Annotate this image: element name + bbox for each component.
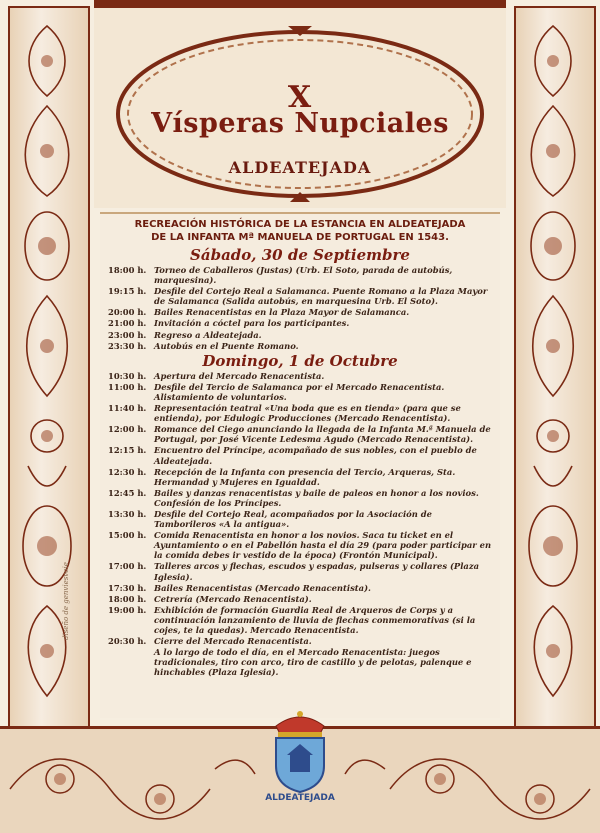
left-ornamental-column bbox=[0, 0, 94, 833]
designer-signature: diseño de genviesvoie bbox=[62, 562, 70, 640]
event-description: Romance del Ciego anunciando la llegada de la Infanta M.ª Manuela de Portugal, por José Vicente Ledesma Agudo (Mercado Renacentista). bbox=[154, 424, 491, 445]
event-row bbox=[108, 561, 494, 581]
event-description: Recepción de la Infanta con presencia del Tercio, Arqueras, Sta. Hermandad y Mujeres en Igualdad. bbox=[154, 466, 456, 487]
left-column-ornament-icon bbox=[8, 6, 86, 726]
day2-title: Domingo, 1 de Octubre bbox=[202, 351, 398, 370]
event-time: 12:15 h. bbox=[108, 445, 147, 456]
event-row bbox=[108, 265, 494, 285]
event-description: Desfile del Tercio de Salamanca por el Mercado Renacentista. Alistamiento de voluntarios. bbox=[154, 381, 445, 402]
event-row bbox=[108, 307, 494, 317]
event-time: 11:00 h. bbox=[108, 381, 147, 392]
event-row bbox=[108, 636, 494, 646]
event-description: Encuentro del Príncipe, acompañado de sus nobles, con el pueblo de Aldeatejada. bbox=[154, 445, 477, 466]
right-ornamental-column bbox=[506, 0, 600, 833]
crest-label: ALDEATEJADA bbox=[265, 793, 335, 803]
right-column-ornament-icon bbox=[514, 6, 592, 726]
event-row bbox=[108, 509, 494, 529]
event-row bbox=[108, 424, 494, 444]
event-time: 13:30 h. bbox=[108, 508, 147, 519]
event-time bbox=[108, 647, 154, 677]
event-time: 20:00 h. bbox=[108, 307, 147, 318]
event-time: 21:00 h. bbox=[108, 318, 147, 329]
day1-events bbox=[100, 265, 500, 351]
intro-line-1: RECREACIÓN HISTÓRICA DE LA ESTANCIA EN ALDEATEJADA bbox=[134, 219, 466, 230]
event-row bbox=[108, 330, 494, 340]
event-row bbox=[108, 403, 494, 423]
event-time: 20:30 h. bbox=[108, 636, 147, 647]
event-description: Torneo de Caballeros (Justas) (Urb. El Soto, parada de autobús, marquesina). bbox=[154, 265, 453, 286]
event-time: 15:00 h. bbox=[108, 530, 147, 541]
event-description: Cierre del Mercado Renacentista. bbox=[154, 636, 312, 647]
edition-number: X bbox=[287, 80, 313, 115]
event-time: 12:45 h. bbox=[108, 487, 147, 498]
event-description: Bailes Renacentistas en la Plaza Mayor de Salamanca. bbox=[154, 307, 410, 318]
event-row bbox=[108, 647, 494, 677]
event-time: 18:00 h. bbox=[108, 593, 147, 604]
event-title: Vísperas Nupciales bbox=[151, 108, 449, 139]
event-description: Bailes y danzas renacentistas y baile de paleos en honor a los novios. Confesión de los Príncipes. bbox=[154, 487, 479, 508]
event-description: Desfile del Cortejo Real a Salamanca. Puente Romano a la Plaza Mayor de Salamanca (Salida autobús, en marquesina Urb. El Soto). bbox=[154, 286, 488, 307]
event-description: A lo largo de todo el día, en el Mercado Renacentista: juegos tradicionales, tiro con arco, tiro de castillo y de pelotas, palenque e hinchables (Plaza Iglesia). bbox=[154, 647, 472, 678]
event-row bbox=[108, 445, 494, 465]
event-description: Exhibición de formación Guardia Real de Arqueros de Corps y a continuación lanzamiento de lluvia de flechas conmemorativas (si la cojes, te la quedas). Mercado Renacentista. bbox=[154, 604, 476, 635]
event-description: Representación teatral «Una boda que es en tienda» (para que se entienda), por Edulogic Producciones (Mercado Renacentista). bbox=[154, 403, 461, 424]
event-row bbox=[108, 530, 494, 560]
event-row bbox=[108, 467, 494, 487]
event-row bbox=[108, 286, 494, 306]
event-description: Bailes Renacentistas (Mercado Renacentista). bbox=[154, 582, 371, 593]
event-time: 12:30 h. bbox=[108, 466, 147, 477]
event-time: 18:00 h. bbox=[108, 265, 147, 275]
event-place: ALDEATEJADA bbox=[228, 158, 372, 177]
event-description: Autobús en el Puente Romano. bbox=[154, 340, 299, 351]
event-time: 19:15 h. bbox=[108, 286, 147, 297]
event-time: 17:00 h. bbox=[108, 561, 147, 572]
day1-title: Sábado, 30 de Septiembre bbox=[190, 246, 410, 264]
intro-line-2: DE LA INFANTA Mª MANUELA DE PORTUGAL EN 1543. bbox=[151, 232, 449, 243]
event-row bbox=[108, 488, 494, 508]
event-row bbox=[108, 371, 494, 381]
top-border bbox=[94, 0, 506, 8]
event-description: Invitación a cóctel para los participantes. bbox=[154, 318, 350, 329]
day2-events bbox=[100, 371, 500, 678]
programme bbox=[100, 212, 500, 718]
header bbox=[94, 8, 506, 208]
event-time: 17:30 h. bbox=[108, 582, 147, 593]
intro bbox=[106, 218, 494, 244]
event-time: 23:30 h. bbox=[108, 340, 147, 351]
event-row bbox=[108, 583, 494, 593]
event-time: 23:00 h. bbox=[108, 329, 147, 340]
event-time: 11:40 h. bbox=[108, 403, 147, 414]
event-row bbox=[108, 318, 494, 328]
event-description: Regreso a Aldeatejada. bbox=[154, 329, 262, 340]
event-time: 10:30 h. bbox=[108, 370, 147, 381]
event-description: Desfile del Cortejo Real, acompañados por la Asociación de Tamborileros «A la antigua». bbox=[154, 508, 432, 530]
coat-of-arms-icon bbox=[262, 706, 338, 796]
event-row bbox=[108, 341, 494, 351]
event-row bbox=[108, 605, 494, 635]
event-time: 19:00 h. bbox=[108, 604, 147, 615]
event-description: Cetrería (Mercado Renacentista). bbox=[154, 593, 312, 604]
event-description: Apertura del Mercado Renacentista. bbox=[154, 370, 325, 381]
event-description: Talleres arcos y flechas, escudos y espadas, pulseras y collares (Plaza Iglesia). bbox=[154, 561, 479, 582]
event-row bbox=[108, 594, 494, 604]
event-time: 12:00 h. bbox=[108, 424, 147, 435]
event-row bbox=[108, 382, 494, 402]
event-description: Comida Renacentista en honor a los novios. Saca tu ticket en el Ayuntamiento o en el Pabellón hasta el día 29 (para poder participar en la comida debes ir vestido de la época) (Frontón Municipal). bbox=[154, 530, 492, 561]
